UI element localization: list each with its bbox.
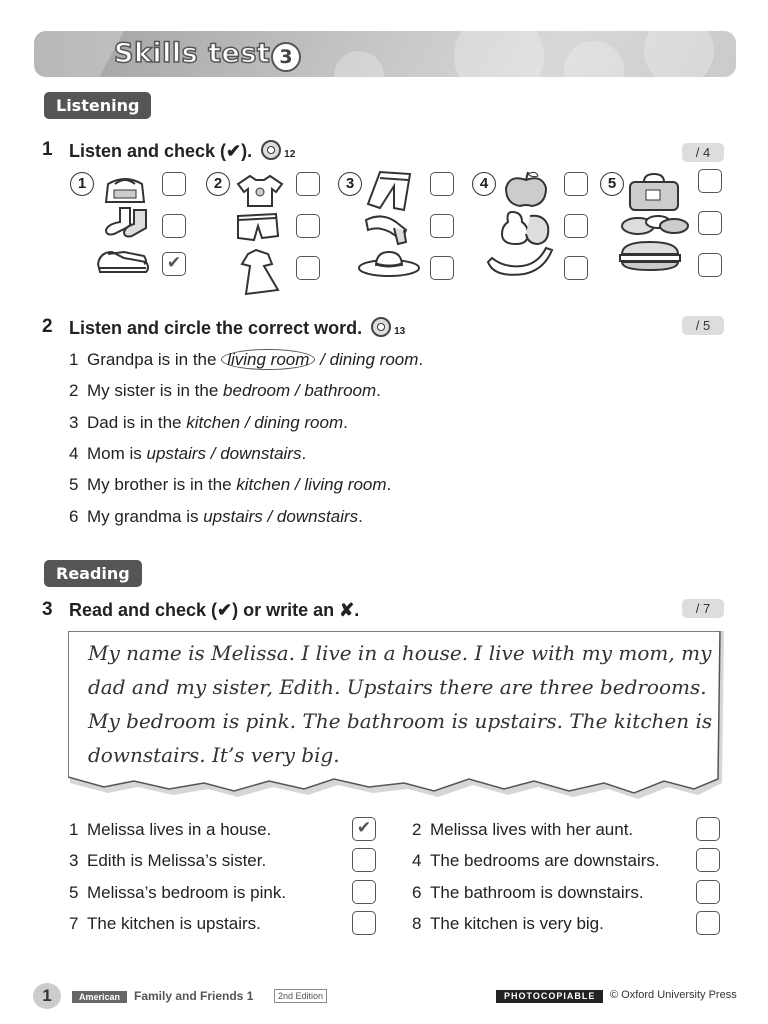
list-item: 5 Melissa’s bedroom is pink. [69,883,287,902]
exercise-3-title: Read and check (✔) or write an ✘. [69,600,360,620]
hat-icon [356,246,422,278]
list-item: 6 My grandma is upstairs / downstairs. [69,507,363,526]
checkbox[interactable] [162,214,186,238]
exercise-1-number: 1 [42,139,53,160]
exercise-2-score: / 5 [682,316,724,335]
photocopiable-label: PHOTOCOPIABLE [496,990,603,1003]
option[interactable]: bathroom [304,381,377,400]
passage-line: My bedroom is pink. The bathroom is upstairs. The kitchen is [88,709,713,733]
group-number: 4 [472,172,496,196]
checkbox[interactable] [352,911,376,935]
checkbox[interactable]: ✔ [352,817,376,841]
exercise-2-title [69,317,405,339]
socks-icon [100,204,154,242]
option[interactable]: bedroom [223,381,291,400]
reading-passage [88,636,718,772]
checkbox[interactable] [430,214,454,238]
edition-label: 2nd Edition [274,989,327,1003]
list-item: 2 My sister is in the bedroom / bathroom. [69,381,381,400]
pants-icon [362,170,414,212]
list-item: 1 Melissa lives in a house. [69,820,272,839]
option[interactable]: downstairs [276,507,359,526]
checkbox[interactable] [698,211,722,235]
option[interactable]: dining room [254,413,344,432]
checkbox[interactable] [162,172,186,196]
sneakers-icon [94,244,152,276]
track-number: 12 [284,149,296,160]
test-number-badge: 3 [271,42,301,72]
exercise-1-title [69,140,295,162]
shorts-icon [232,210,282,244]
burger-icon [616,238,684,274]
exercise-3-score: / 7 [682,599,724,618]
exercise-2-number: 2 [42,316,53,337]
lunchbox-icon [626,172,682,214]
cd-icon [261,140,281,160]
option[interactable]: living room [304,475,387,494]
listening-section-tag: Listening [44,92,151,119]
checkbox[interactable] [696,848,720,872]
page-number: 1 [33,983,61,1009]
list-item: 2 Melissa lives with her aunt. [412,820,634,839]
list-item: 3 Dad is in the kitchen / dining room. [69,413,348,432]
apple-icon [500,170,552,210]
group-number: 3 [338,172,362,196]
list-item: 6 The bathroom is downstairs. [412,883,644,902]
list-item: 8 The kitchen is very big. [412,914,604,933]
track-number: 13 [394,326,406,337]
exercise-2-instruction: Listen and circle the correct word. [69,318,363,338]
circled-answer[interactable]: living room [221,349,315,370]
checkbox[interactable] [698,253,722,277]
checkbox[interactable] [430,256,454,280]
checkbox[interactable] [696,911,720,935]
edition-badge: American [72,991,127,1003]
checkbox[interactable] [352,848,376,872]
checkbox[interactable] [296,214,320,238]
checkbox[interactable] [430,172,454,196]
exercise-1-instruction: Listen and check (✔). [69,141,253,161]
publisher: © Oxford University Press [610,989,737,1001]
dress-icon [226,246,288,296]
list-item: 4 The bedrooms are downstairs. [412,851,660,870]
checkbox[interactable] [696,817,720,841]
pear-icon [494,208,552,246]
exercise-1-score: / 4 [682,143,724,162]
option[interactable]: kitchen [186,413,241,432]
passage-line: downstairs. It’s very big. [88,743,340,767]
checkbox[interactable] [296,172,320,196]
reading-section-tag: Reading [44,560,142,587]
list-item: 4 Mom is upstairs / downstairs. [69,444,307,463]
option[interactable]: kitchen [236,475,291,494]
checkbox[interactable] [296,256,320,280]
list-item: 1 Grandpa is in the living room / dining room. [69,350,424,369]
group-number: 1 [70,172,94,196]
cd-icon [371,317,391,337]
option[interactable]: upstairs [146,444,207,463]
list-item: 3 Edith is Melissa’s sister. [69,851,267,870]
scarf-icon [362,210,414,246]
cookies-icon [618,212,692,238]
group-number: 5 [600,172,624,196]
passage-line: dad and my sister, Edith. Upstairs there are three bedrooms. [88,675,707,699]
book-title: Family and Friends 1 [134,989,254,1003]
option[interactable]: dining room [329,350,419,369]
list-item: 7 The kitchen is upstairs. [69,914,261,933]
banana-icon [484,244,556,280]
checkbox[interactable] [564,214,588,238]
checkbox[interactable] [564,256,588,280]
page-title: Skills test [114,38,271,69]
list-item: 5 My brother is in the kitchen / living room. [69,475,392,494]
checkbox[interactable]: ✔ [162,252,186,276]
option[interactable]: upstairs [203,507,263,526]
group-number: 2 [206,172,230,196]
checkbox[interactable] [698,169,722,193]
tshirt-icon [236,172,284,208]
passage-line: My name is Melissa. I live in a house. I live with my mom, my [88,641,712,665]
checkbox[interactable] [564,172,588,196]
bag-icon [100,172,150,206]
checkbox[interactable] [352,880,376,904]
checkbox[interactable] [696,880,720,904]
exercise-3-number: 3 [42,599,53,620]
option[interactable]: downstairs [220,444,302,463]
